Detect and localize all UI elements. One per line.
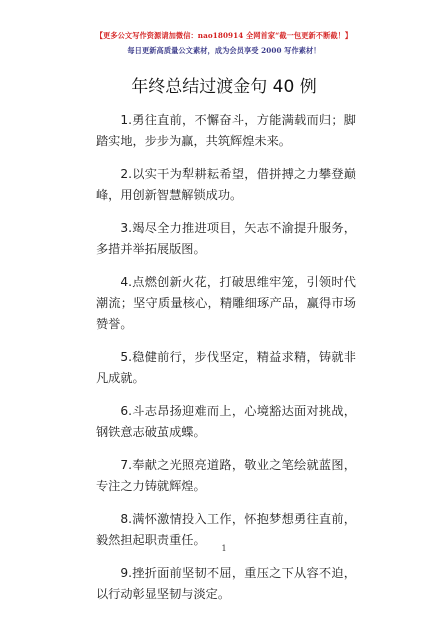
banner-line-1: 【更多公文写作资源请加微信：nao180914 全网首家“截一包更新不断截！】	[95, 31, 353, 40]
paragraph-1: 1.勇往直前，不懈奋斗，方能满载而归；脚踏实地，步步为赢，共筑辉煌未来。	[96, 113, 356, 148]
paragraph-4: 4.点燃创新火花，打破思维牢笼，引领时代潮流；坚守质量核心，精雕细琢产品，赢得市场赞誉。	[96, 275, 356, 331]
promo-banner	[0, 28, 448, 58]
paragraph-2: 2.以实干为犁耕耘希望，借拼搏之力攀登巅峰，用创新智慧解锁成功。	[96, 167, 356, 202]
paragraph-7: 7.奉献之光照亮道路，敬业之笔绘就蓝图，专注之力铸就辉煌。	[96, 458, 356, 493]
document-title: 年终总结过渡金句 40 例	[131, 77, 317, 97]
paragraph-3: 3.竭尽全力推进项目，矢志不渝提升服务，多措并举拓展版图。	[96, 221, 356, 256]
document-body	[96, 110, 356, 617]
paragraph-6: 6.斗志昂扬迎难而上，心境豁达面对挑战，钢铁意志破茧成蝶。	[96, 404, 356, 439]
page-number: 1	[221, 544, 227, 553]
paragraph-9: 9.挫折面前坚韧不屈，重压之下从容不迫，以行动彰显坚韧与淡定。	[96, 566, 356, 601]
paragraph-8: 8.满怀激情投入工作，怀抱梦想勇往直前，毅然担起职责重任。	[96, 512, 356, 547]
banner-line-2: 每日更新高质量公文素材，成为会员享受 2000 写作素材！	[127, 46, 321, 55]
paragraph-5: 5.稳健前行，步伐坚定，精益求精，铸就非凡成就。	[96, 350, 356, 385]
